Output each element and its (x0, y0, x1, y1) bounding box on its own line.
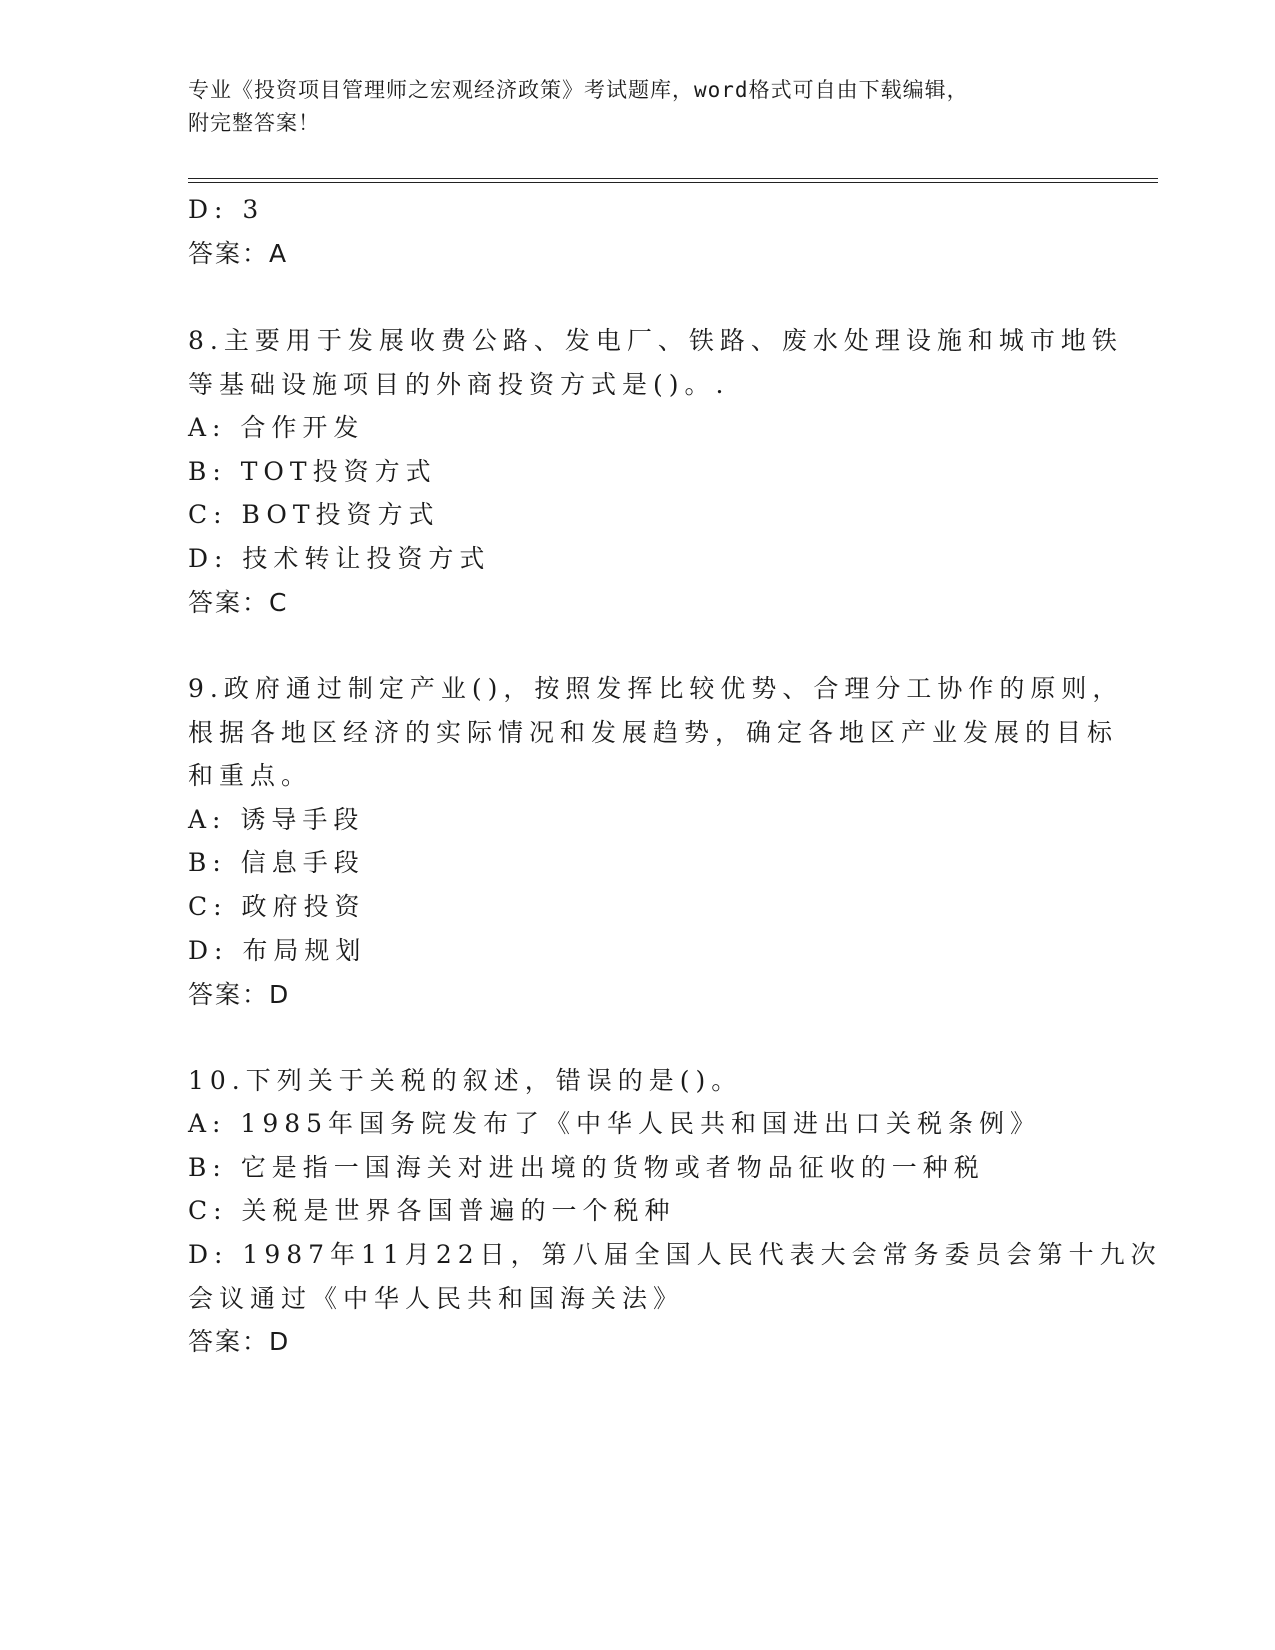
q10-option-d-continued: 会议通过《中华人民共和国海关法》 (188, 1284, 685, 1313)
q9-option-c: C: 政府投资 (188, 892, 366, 921)
header-divider-top (188, 178, 1158, 179)
header-line-2: 附完整答案！ (188, 111, 320, 135)
q10-option-c: C: 关税是世界各国普遍的一个税种 (188, 1196, 676, 1225)
header-divider-bottom (188, 182, 1158, 183)
q8-option-b: B: TOT投资方式 (188, 457, 437, 486)
q9-answer: 答案：D (188, 980, 291, 1009)
document-header (188, 74, 1088, 140)
q8-stem-line-2: 等基础设施项目的外商投资方式是()。. (188, 370, 730, 399)
q10-answer: 答案：D (188, 1327, 291, 1356)
q9-option-a: A: 诱导手段 (188, 805, 365, 834)
prev-option-d: D: 3 (188, 195, 265, 224)
q9-option-b: B: 信息手段 (188, 848, 365, 877)
q9-stem-line-3: 和重点。 (188, 761, 313, 790)
q8-option-d: D: 技术转让投资方式 (188, 544, 491, 573)
q9-stem-line-1: 9.政府通过制定产业()，按照发挥比较优势、合理分工协作的原则， (188, 674, 1124, 703)
q10-stem-line-1: 10.下列关于关税的叙述，错误的是()。 (188, 1066, 743, 1095)
q10-option-d: D: 1987年11月22日，第八届全国人民代表大会常务委员会第十九次 (188, 1240, 1162, 1269)
q8-answer: 答案：C (188, 588, 289, 617)
q9-stem-line-2: 根据各地区经济的实际情况和发展趋势，确定各地区产业发展的目标 (188, 718, 1119, 747)
q8-option-c: C: BOT投资方式 (188, 500, 440, 529)
prev-answer: 答案：A (188, 239, 289, 268)
header-line-1: 专业《投资项目管理师之宏观经济政策》考试题库，word格式可自由下载编辑， (188, 78, 969, 102)
q10-option-b: B: 它是指一国海关对进出境的货物或者物品征收的一种税 (188, 1153, 985, 1182)
q9-option-d: D: 布局规划 (188, 936, 367, 965)
q8-option-a: A: 合作开发 (188, 413, 365, 442)
q8-stem-line-1: 8.主要用于发展收费公路、发电厂、铁路、废水处理设施和城市地铁 (188, 326, 1123, 355)
q10-option-a: A: 1985年国务院发布了《中华人民共和国进出口关税条例》 (188, 1109, 1042, 1138)
